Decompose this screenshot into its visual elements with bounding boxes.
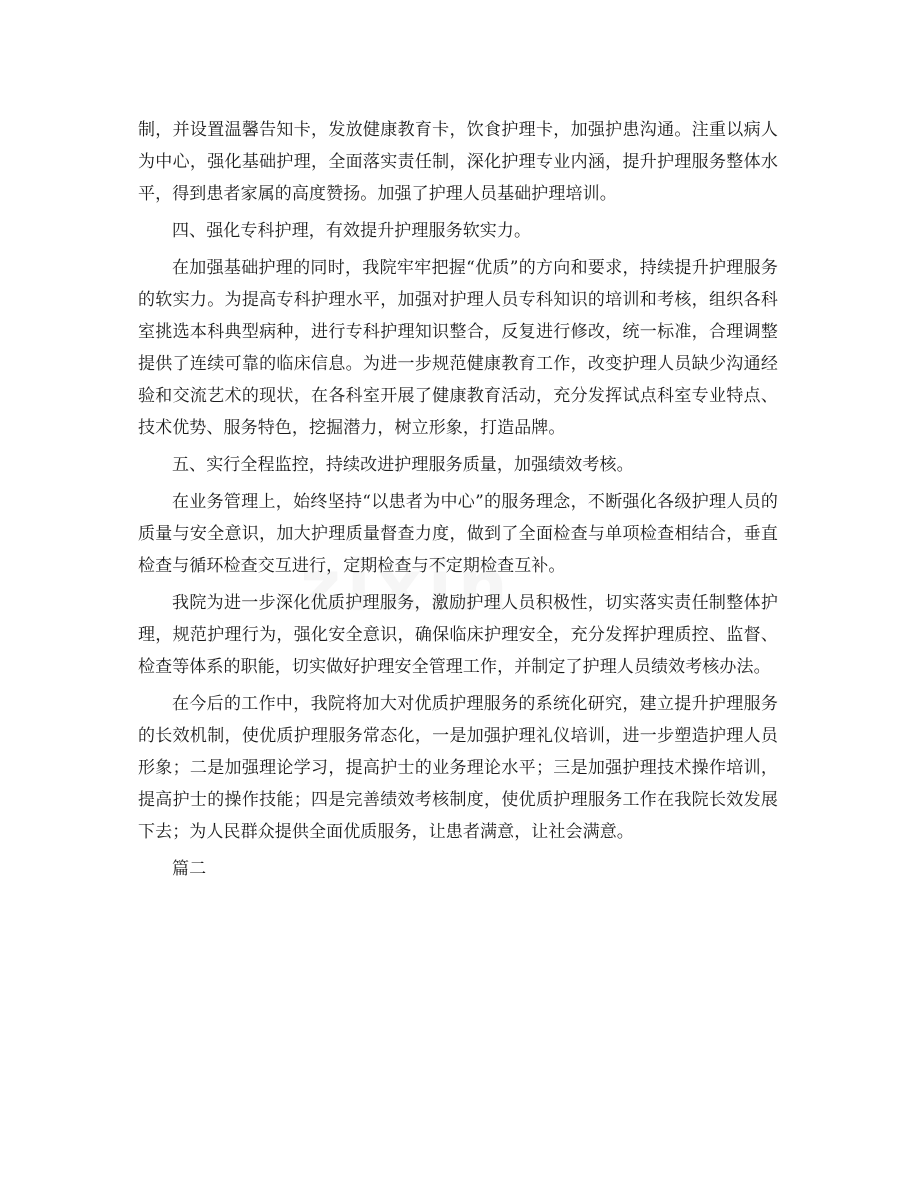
paragraph-3: 在业务管理上，始终坚持“以患者为中心”的服务理念，不断强化各级护理人员的质量与安全意识，加大护理质量督查力度，做到了全面检查与单项检查相结合，垂直检查与循环检查交互进行，定期检查与不定期检查互补。: [138, 492, 778, 576]
paragraph-1: 制，并设置温馨告知卡，发放健康教育卡，饮食护理卡，加强护患沟通。注重以病人为中心，强化基础护理，全面落实责任制，深化护理专业内涵，提升护理服务整体水平，得到患者家属的高度赞扬。加强了护理人员基础护理培训。: [138, 120, 778, 204]
paragraph-4: 我院为进一步深化优质护理服务，激励护理人员积极性，切实落实责任制整体护理，规范护理行为，强化安全意识，确保临床护理安全，充分发挥护理质控、监督、检查等体系的职能，切实做好护理安全管理工作，并制定了护理人员绩效考核办法。: [138, 593, 778, 677]
section-heading-5: 五、实行全程监控，持续改进护理服务质量，加强绩效考核。: [172, 455, 634, 475]
paragraph-5: 在今后的工作中，我院将加大对优质护理服务的系统化研究，建立提升护理服务的长效机制，使优质护理服务常态化，一是加强护理礼仪培训，进一步塑造护理人员形象；二是加强理论学习，提高护士的业务理论水平；三是加强护理技术操作培训，提高护士的操作技能；四是完善绩效考核制度，使优质护理服务工作在我院长效发展下去；为人民群众提供全面优质服务，让患者满意，让社会满意。: [138, 694, 778, 842]
paragraph-2: 在加强基础护理的同时，我院牢牢把握“优质”的方向和要求，持续提升护理服务的软实力。为提高专科护理水平，加强对护理人员专科知识的培训和考核，组织各科室挑选本科典型病种，进行专科护理知识整合，反复进行修改，统一标准，合理调整提供了连续可靠的临床信息。为进一步规范健康教育工作，改变护理人员缺少沟通经验和交流艺术的现状，在各科室开展了健康教育活动，充分发挥试点科室专业特点、技术优势、服务特色，挖掘潜力，树立形象，打造品牌。: [138, 258, 778, 438]
section-heading-4: 四、强化专科护理，有效提升护理服务软实力。: [172, 221, 532, 241]
document-body: [138, 114, 778, 890]
section-heading-part-two: 篇二: [172, 859, 207, 879]
